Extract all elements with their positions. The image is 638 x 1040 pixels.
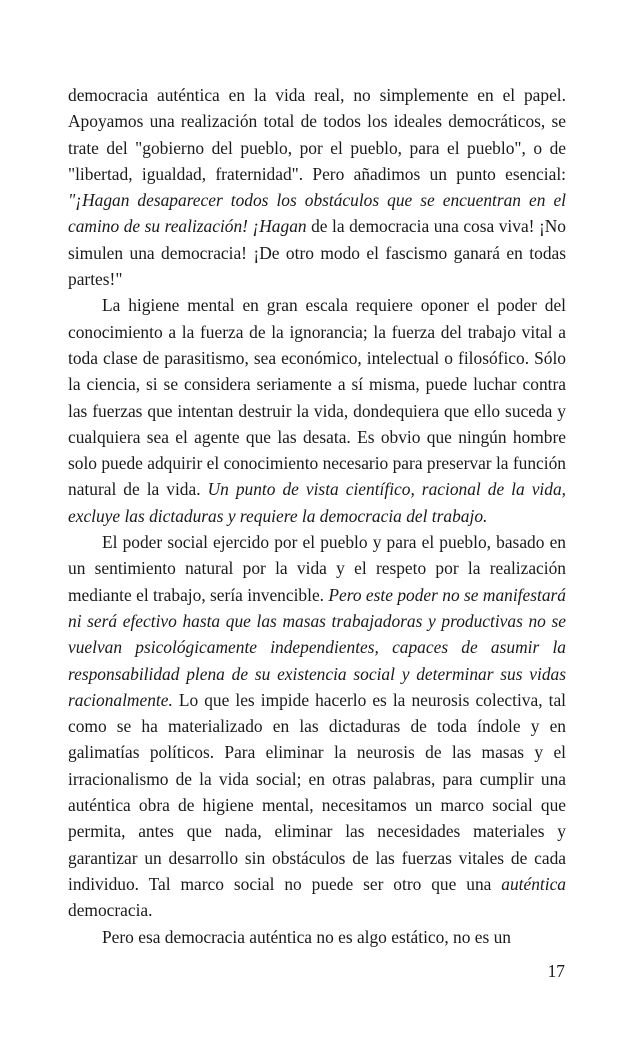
text-run: democracia auténtica en la vida real, no simplemente en el papel. Apoyamos una realización total de todos los ideales democráticos, se trate del "gobierno del pueblo, por el pueblo, para el pueblo", o de "libertad, igualdad, fraternidad". Pero añadimos un punto esencial: <box>68 85 566 184</box>
italic-run: Pero este poder no se manifestará ni será efectivo hasta que las masas trabajadoras y productivas no se vuelvan psicológicamente independientes, capaces de asumir la responsabilidad plena de su existencia social y determinar sus vidas racionalmente. <box>68 584 566 710</box>
italic-run: Un punto de vista científico, racional de la vida, excluye las dictaduras y requiere la democracia del trabajo. <box>68 479 566 526</box>
text-run: Lo que les impide hacerlo es la neurosis colectiva, tal como se ha materializado en las dictaduras de toda índole y en galimatías políticos. Para eliminar la neurosis de las masas y el irracionalismo de la vida social; en otras palabras, para cumplir una auténtica obra de higiene mental, necesitamos un marco social que permita, antes que nada, eliminar las necesidades materiales y garantizar un desarrollo sin obstáculos de las fuerzas vitales de cada individuo. Tal marco social no puede ser otro que una <box>68 689 566 894</box>
text-run: democracia. <box>68 900 153 921</box>
paragraph-1 <box>68 82 566 292</box>
paragraph-4 <box>68 924 566 950</box>
text-run: de la democracia una cosa viva! ¡No simulen una democracia! ¡De otro modo el fascismo ganará en todas partes!" <box>68 216 566 290</box>
text-run: La higiene mental en gran escala requiere oponer el poder del conocimiento a la fuerza de la ignorancia; la fuerza del trabajo vital a toda clase de parasitismo, sea económico, intelectual o filosófico. Sólo la ciencia, si se considera seriamente a sí misma, puede luchar contra las fuerzas que intentan destruir la vida, dondequiera que ello suceda y cualquiera sea el agente que las desata. Es obvio que ningún hombre solo puede adquirir el conocimiento necesario para preservar la función natural de la vida. <box>68 295 566 500</box>
paragraph-2 <box>68 292 566 529</box>
italic-run: auténtica <box>501 873 566 894</box>
italic-run: "¡Hagan desaparecer todos los obstáculos que se encuentran en el camino de su realización! ¡Hagan <box>68 190 566 237</box>
body-text <box>68 82 566 950</box>
text-run: Pero esa democracia auténtica no es algo estático, no es un <box>102 926 512 947</box>
paragraph-3 <box>68 529 566 923</box>
page-number: 17 <box>547 961 565 981</box>
text-run: El poder social ejercido por el pueblo y para el pueblo, basado en un sentimiento natural por la vida y el respeto por la realización mediante el trabajo, sería invencible. <box>68 532 566 605</box>
